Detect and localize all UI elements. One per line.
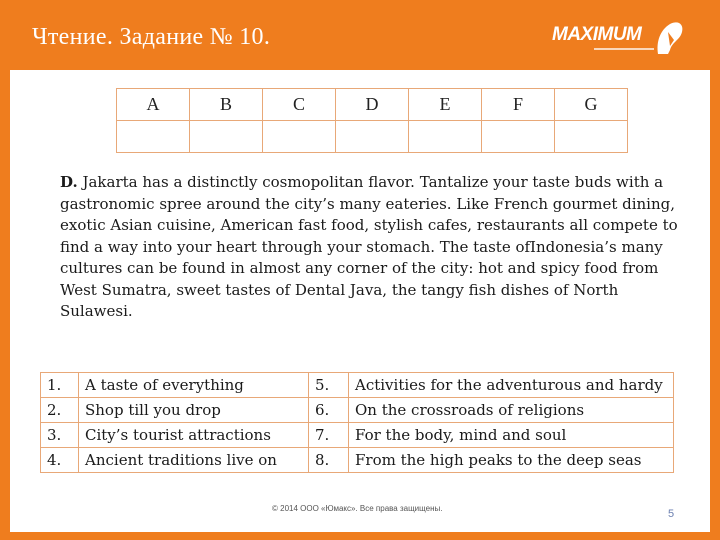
table-row — [41, 373, 674, 398]
logo-text: MAXIMUM — [552, 24, 642, 45]
option-number: 7. — [309, 423, 349, 448]
table-row — [41, 423, 674, 448]
header-bar — [0, 0, 720, 70]
maximum-logo — [552, 16, 692, 60]
grid-letter-f: F — [482, 89, 555, 121]
slide-title: Чтение. Задание № 10. — [32, 24, 271, 50]
grid-letter-g: G — [555, 89, 628, 121]
option-text: Ancient traditions live on — [79, 448, 309, 473]
grid-letter-a: A — [117, 89, 190, 121]
grid-letter-d: D — [336, 89, 409, 121]
grid-answer-d[interactable] — [336, 121, 409, 153]
logo-underline — [594, 48, 654, 50]
grid-answer-g[interactable] — [555, 121, 628, 153]
grid-answer-row — [117, 121, 628, 153]
table-row — [41, 398, 674, 423]
grid-letter-row — [117, 89, 628, 121]
grid-letter-c: C — [263, 89, 336, 121]
option-text: For the body, mind and soul — [349, 423, 674, 448]
grid-letter-e: E — [409, 89, 482, 121]
grid-answer-c[interactable] — [263, 121, 336, 153]
option-text: From the high peaks to the deep seas — [349, 448, 674, 473]
grid-answer-e[interactable] — [409, 121, 482, 153]
content-panel — [10, 70, 710, 532]
option-number: 2. — [41, 398, 79, 423]
option-number: 8. — [309, 448, 349, 473]
answer-grid — [116, 88, 628, 153]
grid-answer-f[interactable] — [482, 121, 555, 153]
option-number: 3. — [41, 423, 79, 448]
option-number: 5. — [309, 373, 349, 398]
reading-passage — [60, 172, 680, 323]
option-text: City’s tourist attractions — [79, 423, 309, 448]
option-text: A taste of everything — [79, 373, 309, 398]
option-text: Activities for the adventurous and hardy — [349, 373, 674, 398]
table-row — [41, 448, 674, 473]
option-number: 4. — [41, 448, 79, 473]
grid-letter-b: B — [190, 89, 263, 121]
passage-label: D. — [60, 173, 78, 191]
option-number: 1. — [41, 373, 79, 398]
grid-answer-b[interactable] — [190, 121, 263, 153]
page-number: 5 — [668, 508, 675, 520]
copyright-footer: © 2014 ООО «Юмакс». Все права защищены. — [272, 504, 443, 513]
grid-answer-a[interactable] — [117, 121, 190, 153]
logo-emblem-icon — [652, 18, 686, 56]
passage-text: Jakarta has a distinctly cosmopolitan flavor. Tantalize your taste buds with a gastronomic spree around the city’s many eateries. Like French gourmet dining, exotic Asian cuisine, American fast food, stylish cafes, restaurants all compete to find a way into your heart through your stomach. The taste ofIndonesia’s many cultures can be found in almost any corner of the city: hot and spicy food from West Sumatra, sweet tastes of Dental Java, the tangy fish dishes of North Sulawesi. — [60, 173, 678, 320]
option-text: Shop till you drop — [79, 398, 309, 423]
option-number: 6. — [309, 398, 349, 423]
headings-table — [40, 372, 674, 473]
option-text: On the crossroads of religions — [349, 398, 674, 423]
